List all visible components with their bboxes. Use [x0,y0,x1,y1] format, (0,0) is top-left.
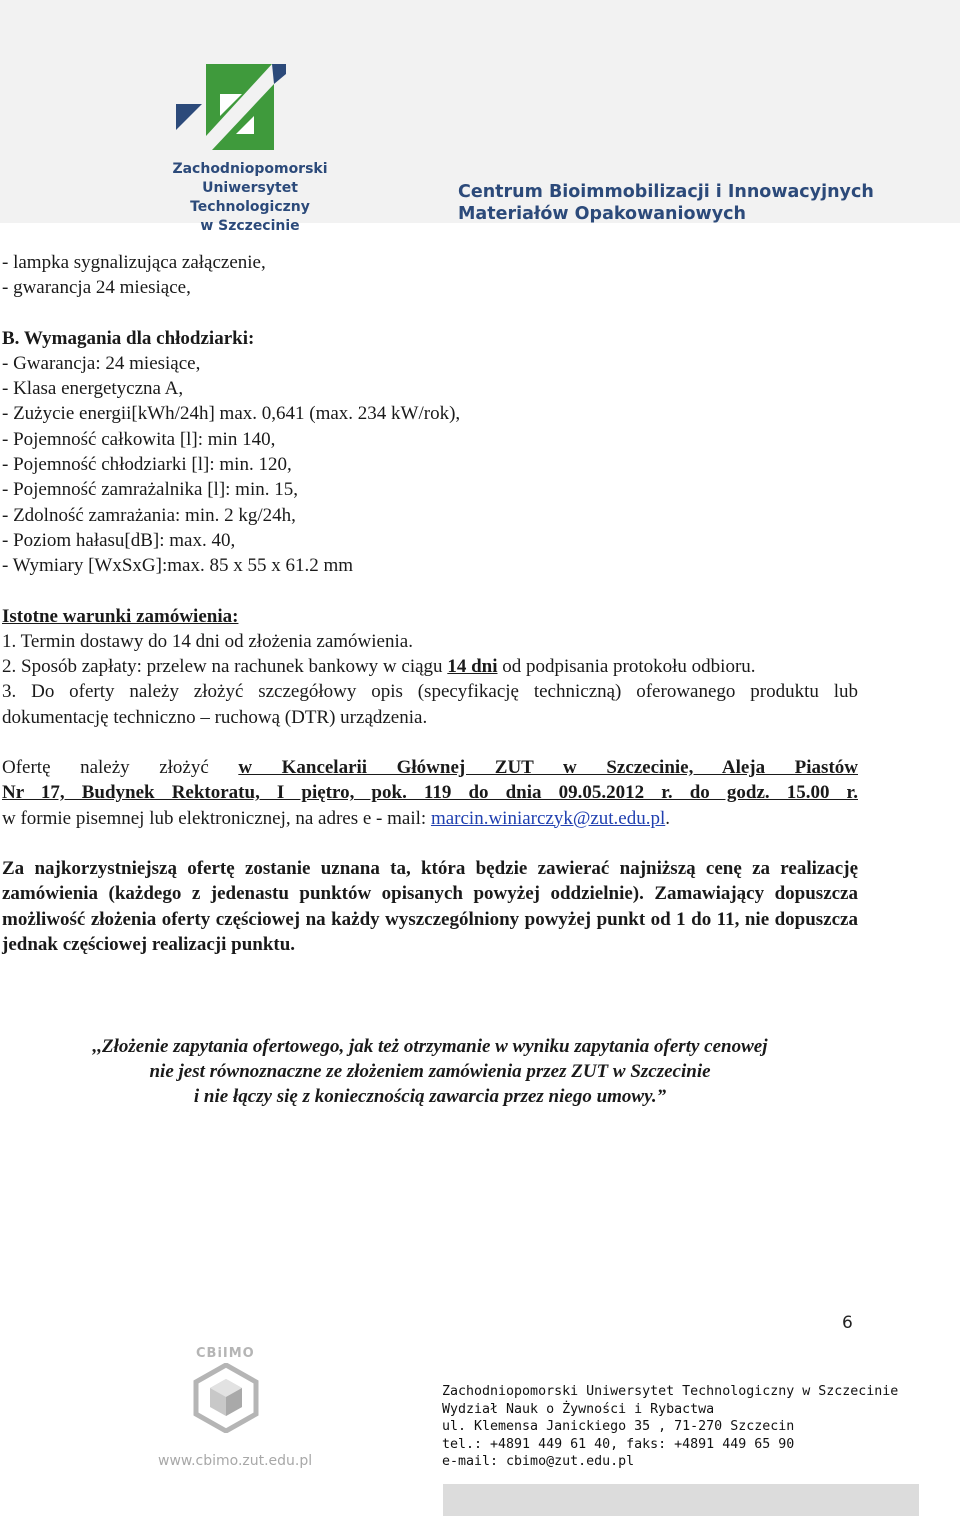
university-name-line: w Szczecinie [200,218,300,234]
email-link[interactable]: marcin.winiarczyk@zut.edu.pl [430,807,666,829]
list-item: - Zużycie energii[kWh/24h] max. 0,641 (max. 234 kW/rok), [2,403,461,425]
disclaimer-line: nie jest równoznaczne ze złożeniem zamówienia przez ZUT w Szczecinie [149,1061,711,1082]
condition-text: od podpisania protokołu odbioru. [497,656,756,678]
centre-name [458,181,874,225]
footer-bar [443,1484,919,1516]
submission-deadline: Nr 17, Budynek Rektoratu, I piętro, pok. 119 do dnia 09.05.2012 r. do godz. 15.00 r. [2,782,858,804]
cbimo-logo-icon [192,1363,260,1433]
submission-form-text: w formie pisemnej lub elektronicznej, na adres e - mail: [2,807,431,829]
zut-logo-icon [176,64,296,154]
condition-item: 1. Termin dostawy do 14 dni od złożenia zamówienia. [2,630,413,652]
address-line: Wydział Nauk o Żywności i Rybactwa [442,1401,715,1417]
payment-term: 14 dni [447,656,498,678]
cbimo-logo-text: CBiIMO [196,1346,255,1361]
university-name [150,160,350,236]
submission-intro: Ofertę należy złożyć [2,757,239,779]
condition-text: 2. Sposób zapłaty: przelew na rachunek bankowy w ciągu [2,656,448,678]
conditions-heading: Istotne warunki zamówienia: [2,605,239,627]
section-b-heading: B. Wymagania dla chłodziarki: [2,327,255,349]
list-item: - Pojemność całkowita [l]: min 140, [2,428,276,450]
disclaimer [2,1034,858,1109]
list-item: - Zdolność zamrażania: min. 2 kg/24h, [2,504,296,526]
submission-place-line [2,755,858,780]
page-number: 6 [842,1313,853,1333]
address-line: tel.: +4891 449 61 40, faks: +4891 449 65 90 [442,1436,795,1452]
list-item: - Wymiary [WxSxG]:max. 85 x 55 x 61.2 mm [2,555,354,577]
website-link[interactable]: www.cbimo.zut.edu.pl [158,1453,313,1469]
submission-form [2,806,858,831]
address-line: Zachodniopomorski Uniwersytet Technologiczny w Szczecinie [442,1384,899,1399]
list-item: - Pojemność zamrażalnika [l]: min. 15, [2,479,298,501]
list-item: - gwarancja 24 miesiące, [2,277,191,299]
disclaimer-line: i nie łączy się z koniecznością zawarcia przez niego umowy.” [193,1086,667,1107]
address-line: e-mail: cbimo@zut.edu.pl [442,1454,635,1469]
footer-address [442,1383,898,1471]
list-item: - Pojemność chłodziarki [l]: min. 120, [2,454,292,476]
university-name-line: Zachodniopomorski [172,161,328,177]
list-item: - Klasa energetyczna A, [2,378,184,400]
address-line: ul. Klemensa Janickiego 35 , 71-270 Szczecin [442,1419,795,1434]
submission-end: . [665,807,671,829]
list-item: - Poziom hałasu[dB]: max. 40, [2,529,236,551]
list-item: - Gwarancja: 24 miesiące, [2,352,201,374]
disclaimer-line: ,,Złożenie zapytania ofertowego, jak też otrzymanie w wyniku zapytania oferty cenowej [92,1036,768,1057]
university-name-line: Uniwersytet Technologiczny [190,180,310,215]
list-item: - lampka sygnalizująca załączenie, [2,252,266,273]
condition-item [2,654,858,679]
centre-name-line: Centrum Bioimmobilizacji i Innowacyjnych [458,182,874,202]
condition-item: 3. Do oferty należy złożyć szczegółowy opis (specyfikację techniczną) oferowanego produktu lub dokumentację techniczno – ruchową (DTR) urządzenia. [2,681,858,728]
criteria-paragraph: Za najkorzystniejszą ofertę zostanie uznana ta, która będzie zawierać najniższą cenę za realizację zamówienia (każdego z jedenastu punktów opisanych powyżej oddzielnie). Zamawiający dopuszcza możliwość złożenia oferty częściowej na każdy wyszczególniony powyżej punkt od 1 do 11, nie dopuszcza jednak częściowej realizacji punktu. [2,857,858,955]
centre-name-line: Materiałów Opakowaniowych [458,204,746,224]
submission-place: w Kancelarii Głównej ZUT w Szczecinie, Aleja Piastów [238,757,858,779]
document-body [2,250,858,957]
